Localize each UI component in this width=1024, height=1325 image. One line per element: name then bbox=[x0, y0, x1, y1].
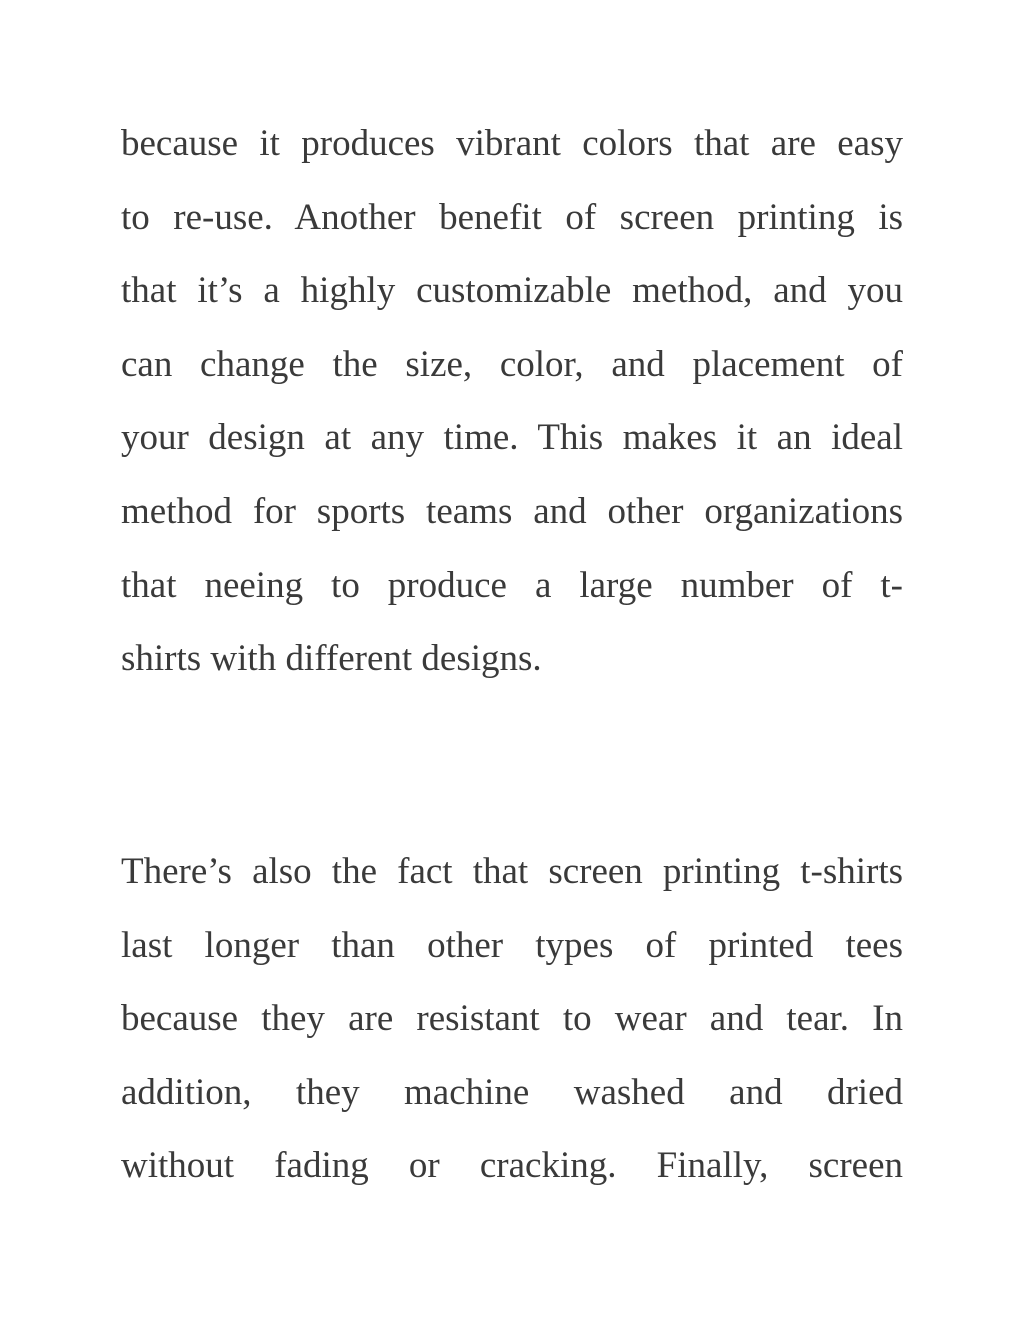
paragraph-line: that it’s a highly customizable method, and you bbox=[121, 270, 903, 312]
paragraph-line: last longer than other types of printed tees bbox=[121, 924, 903, 966]
paragraph-line: because it produces vibrant colors that are easy bbox=[121, 123, 903, 164]
paragraph-line: because they are resistant to wear and tear. In bbox=[121, 998, 903, 1040]
paragraph-line: There’s also the fact that screen printing t-shirts bbox=[121, 851, 903, 892]
paragraph-line: method for sports teams and other organizations bbox=[121, 490, 903, 532]
paragraph-line: without fading or cracking. Finally, screen bbox=[121, 1145, 903, 1187]
paragraph-1 bbox=[121, 124, 903, 713]
paragraph-line: that neeing to produce a large number of t- bbox=[121, 564, 903, 606]
paragraph-2 bbox=[121, 852, 903, 1220]
paragraph-line: shirts with different designs. bbox=[121, 638, 542, 680]
paragraph-line: to re-use. Another benefit of screen printing is bbox=[121, 196, 903, 238]
paragraph-line: your design at any time. This makes it an ideal bbox=[121, 417, 903, 459]
paragraph-line: can change the size, color, and placement of bbox=[121, 343, 903, 385]
paragraph-line: addition, they machine washed and dried bbox=[121, 1071, 903, 1113]
